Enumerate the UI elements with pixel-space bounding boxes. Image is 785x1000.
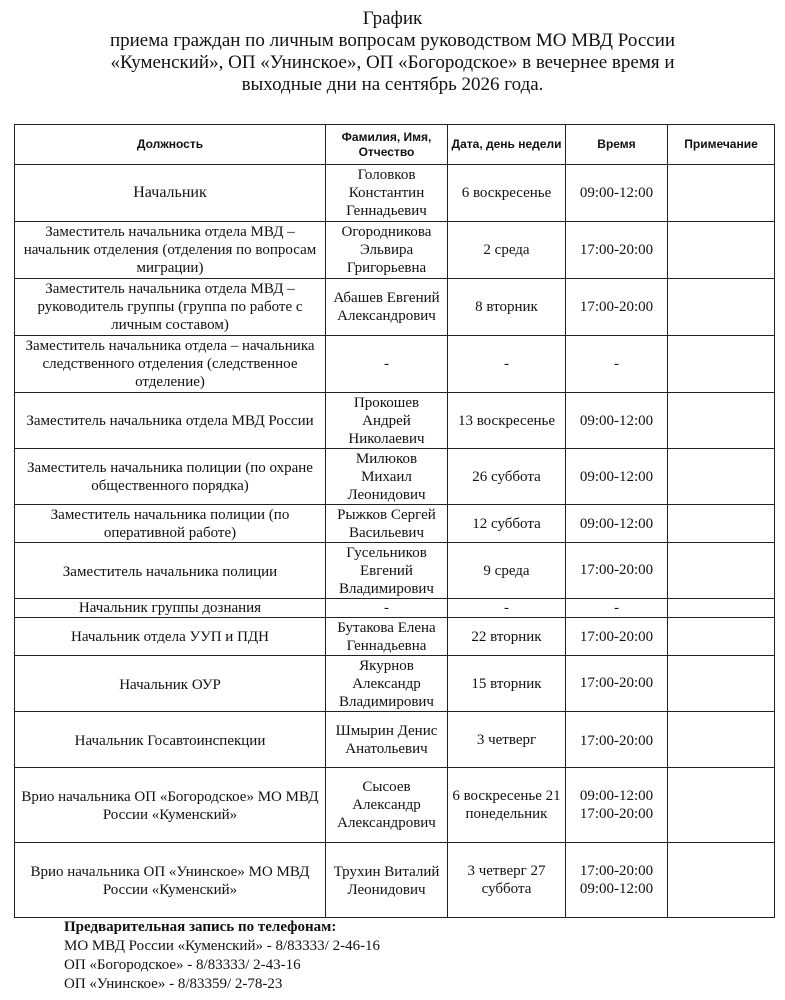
table-row <box>15 393 775 449</box>
name-cell: - <box>326 599 448 618</box>
name-cell: Абашев Евгений Александрович <box>326 279 448 336</box>
note-cell <box>668 222 775 279</box>
date-cell: 9 среда <box>448 543 566 599</box>
date-cell: 15 вторник <box>448 656 566 712</box>
note-cell <box>668 165 775 222</box>
table-row <box>15 449 775 505</box>
name-cell: - <box>326 336 448 393</box>
time-cell: 09:00-12:00 <box>566 393 668 449</box>
note-cell <box>668 543 775 599</box>
table-row <box>15 505 775 543</box>
table-row <box>15 222 775 279</box>
name-cell: Прокошев Андрей Николаевич <box>326 393 448 449</box>
title-line: «Куменский», ОП «Унинское», ОП «Богородское» в вечернее время и <box>110 52 675 73</box>
time-cell: 17:00-20:00 <box>566 222 668 279</box>
time-cell: 17:00-20:00 <box>566 279 668 336</box>
name-cell: Огородникова Эльвира Григорьевна <box>326 222 448 279</box>
position-cell: Начальник ОУР <box>15 656 326 712</box>
table-row <box>15 279 775 336</box>
time-cell: 17:00-20:00 09:00-12:00 <box>566 843 668 918</box>
date-cell: - <box>448 599 566 618</box>
position-cell: Врио начальника ОП «Унинское» МО МВД России «Куменский» <box>15 843 326 918</box>
header-name: Фамилия, Имя, Отчество <box>326 125 448 165</box>
date-cell: 6 воскресенье 21 понедельник <box>448 768 566 843</box>
date-cell: 22 вторник <box>448 618 566 656</box>
time-cell: 09:00-12:00 <box>566 505 668 543</box>
table-row <box>15 618 775 656</box>
time-cell: 09:00-12:00 <box>566 165 668 222</box>
position-cell: Заместитель начальника отдела МВД – начальник отделения (отделения по вопросам миграции) <box>15 222 326 279</box>
position-cell: Начальник <box>15 165 326 222</box>
date-cell: 3 четверг <box>448 712 566 768</box>
date-cell: 12 суббота <box>448 505 566 543</box>
contact-phones <box>64 918 380 994</box>
table-row <box>15 712 775 768</box>
document-title <box>0 8 785 96</box>
date-cell: 26 суббота <box>448 449 566 505</box>
date-cell: 6 воскресенье <box>448 165 566 222</box>
name-cell: Бутакова Елена Геннадьевна <box>326 618 448 656</box>
time-cell: 17:00-20:00 <box>566 618 668 656</box>
position-cell: Заместитель начальника отдела МВД – руководитель группы (группа по работе с личным составом) <box>15 279 326 336</box>
name-cell: Рыжков Сергей Васильевич <box>326 505 448 543</box>
table-row <box>15 165 775 222</box>
name-cell: Шмырин Денис Анатольевич <box>326 712 448 768</box>
name-cell: Трухин Виталий Леонидович <box>326 843 448 918</box>
time-cell: - <box>566 336 668 393</box>
note-cell <box>668 618 775 656</box>
header-date: Дата, день недели <box>448 125 566 165</box>
note-cell <box>668 505 775 543</box>
name-cell: Головков Константин Геннадьевич <box>326 165 448 222</box>
position-cell: Заместитель начальника полиции (по охране общественного порядка) <box>15 449 326 505</box>
contact-line: МО МВД России «Куменский» - 8/83333/ 2-46-16 <box>64 938 381 954</box>
position-cell: Заместитель начальника отдела – начальника следственного отделения (следственное отделение) <box>15 336 326 393</box>
name-cell: Гусельников Евгений Владимирович <box>326 543 448 599</box>
time-cell: 17:00-20:00 <box>566 656 668 712</box>
time-cell: - <box>566 599 668 618</box>
date-cell: 3 четверг 27 суббота <box>448 843 566 918</box>
note-cell <box>668 599 775 618</box>
date-cell: 8 вторник <box>448 279 566 336</box>
table-row <box>15 843 775 918</box>
note-cell <box>668 393 775 449</box>
title-line: приема граждан по личным вопросам руководством МО МВД России <box>109 30 676 51</box>
contact-title: Предварительная запись по телефонам: <box>64 919 337 935</box>
date-cell: 2 среда <box>448 222 566 279</box>
schedule-table <box>14 124 775 918</box>
header-position: Должность <box>15 125 326 165</box>
position-cell: Начальник Госавтоинспекции <box>15 712 326 768</box>
table-row <box>15 543 775 599</box>
name-cell: Сысоев Александр Александрович <box>326 768 448 843</box>
table-row <box>15 599 775 618</box>
position-cell: Врио начальника ОП «Богородское» МО МВД России «Куменский» <box>15 768 326 843</box>
note-cell <box>668 279 775 336</box>
name-cell: Милюков Михаил Леонидович <box>326 449 448 505</box>
table-header-row <box>15 125 775 165</box>
name-cell: Якурнов Александр Владимирович <box>326 656 448 712</box>
position-cell: Заместитель начальника полиции (по оперативной работе) <box>15 505 326 543</box>
date-cell: 13 воскресенье <box>448 393 566 449</box>
table-row <box>15 768 775 843</box>
note-cell <box>668 336 775 393</box>
position-cell: Заместитель начальника отдела МВД России <box>15 393 326 449</box>
position-cell: Начальник группы дознания <box>15 599 326 618</box>
table-row <box>15 656 775 712</box>
time-cell: 09:00-12:00 <box>566 449 668 505</box>
title-line: выходные дни на сентябрь 2026 года. <box>241 74 544 95</box>
table-row <box>15 336 775 393</box>
header-time: Время <box>566 125 668 165</box>
title-line: График <box>362 8 423 29</box>
time-cell: 17:00-20:00 <box>566 543 668 599</box>
position-cell: Заместитель начальника полиции <box>15 543 326 599</box>
note-cell <box>668 768 775 843</box>
date-cell: - <box>448 336 566 393</box>
note-cell <box>668 712 775 768</box>
position-cell: Начальник отдела УУП и ПДН <box>15 618 326 656</box>
contact-line: ОП «Унинское» - 8/83359/ 2-78-23 <box>64 976 283 992</box>
note-cell <box>668 449 775 505</box>
header-note: Примечание <box>668 125 775 165</box>
time-cell: 17:00-20:00 <box>566 712 668 768</box>
note-cell <box>668 843 775 918</box>
note-cell <box>668 656 775 712</box>
contact-line: ОП «Богородское» - 8/83333/ 2-43-16 <box>64 957 301 973</box>
time-cell: 09:00-12:00 17:00-20:00 <box>566 768 668 843</box>
